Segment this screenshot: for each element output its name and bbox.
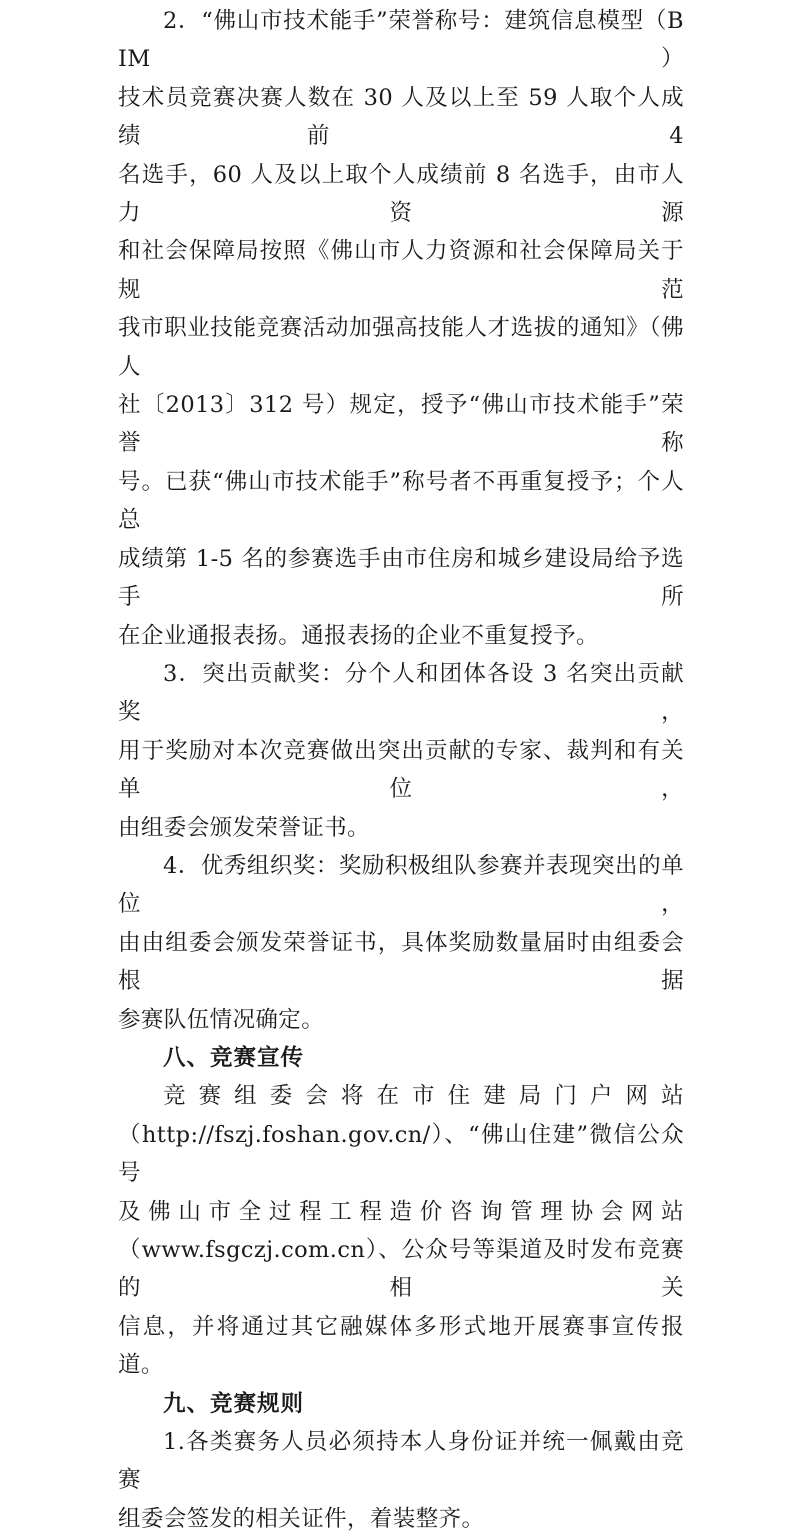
text-line: 成绩第 1-5 名的参赛选手由市住房和城乡建设局给予选手所 (118, 545, 684, 611)
text-line: 由组委会颁发荣誉证书。 (118, 814, 370, 841)
text-line: 由由组委会颁发荣誉证书，具体奖励数量届时由组委会根据 (118, 929, 684, 995)
section-heading-rules (118, 1385, 684, 1423)
text-line: 2．“佛山市技术能手”荣誉称号：建筑信息模型（BIM） (118, 8, 684, 73)
text-line: 信息，并将通过其它融媒体多形式地开展赛事宣传报道。 (118, 1313, 684, 1379)
text-line: 我市职业技能竞赛活动加强高技能人才选拔的通知》（佛人 (118, 315, 684, 380)
text-line: 用于奖励对本次竞赛做出突出贡献的专家、裁判和有关单位， (118, 737, 684, 803)
text-line-url: （www.fsgczj.com.cn）、公众号等渠道及时发布竞赛的相关 (118, 1237, 684, 1302)
excellent-organization-paragraph (118, 847, 684, 1039)
text-line: 及佛山市全过程工程造价咨询管理协会网站 (118, 1198, 684, 1225)
text-line: 3．突出贡献奖：分个人和团体各设 3 名突出贡献奖， (118, 660, 684, 726)
text-line: 在企业通报表扬。通报表扬的企业不重复授予。 (118, 622, 599, 649)
heading-text: 九、竞赛规则 (163, 1390, 305, 1417)
document-page (118, 2, 684, 1538)
text-line-url: （http://fszj.foshan.gov.cn/）、“佛山住建”微信公众号 (118, 1121, 684, 1187)
text-line: 参赛队伍情况确定。 (118, 1006, 325, 1033)
text-line: 4．优秀组织奖：奖励积极组队参赛并表现突出的单位， (118, 852, 684, 918)
text-line: 竞赛组委会将在市住建局门户网站 (163, 1083, 684, 1110)
outstanding-contribution-paragraph (118, 655, 684, 847)
publicity-paragraph (118, 1077, 684, 1384)
rules-paragraph (118, 1423, 684, 1538)
heading-text: 八、竞赛宣传 (163, 1044, 305, 1071)
section-heading-publicity (118, 1039, 684, 1077)
text-line: 技术员竞赛决赛人数在 30 人及以上至 59 人取个人成绩前 4 (118, 84, 684, 150)
text-line: 社〔2013〕312 号）规定，授予“佛山市技术能手”荣誉称 (118, 392, 684, 457)
text-line: 和社会保障局按照《佛山市人力资源和社会保障局关于规范 (118, 238, 684, 303)
text-line: 号。已获“佛山市技术能手”称号者不再重复授予；个人总 (118, 468, 684, 534)
text-line: 名选手，60 人及以上取个人成绩前 8 名选手，由市人力资源 (118, 161, 684, 227)
text-line: 组委会签发的相关证件，着装整齐。 (118, 1505, 485, 1532)
award-technical-expert-paragraph (118, 2, 684, 655)
text-line: 1.各类赛务人员必须持本人身份证并统一佩戴由竞赛 (118, 1429, 684, 1494)
